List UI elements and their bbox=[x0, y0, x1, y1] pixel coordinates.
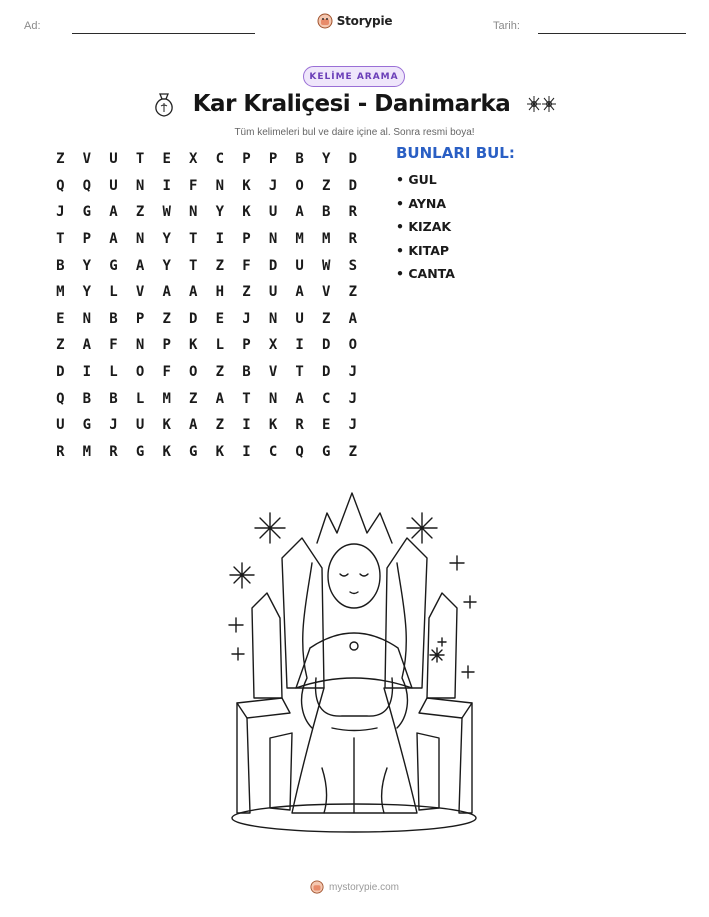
grid-cell[interactable]: D bbox=[56, 364, 65, 381]
grid-cell[interactable]: J bbox=[56, 204, 65, 221]
grid-cell[interactable]: K bbox=[162, 417, 171, 434]
grid-cell[interactable]: S bbox=[348, 257, 358, 274]
grid-cell[interactable]: Q bbox=[56, 390, 65, 407]
grid-cell[interactable]: A bbox=[189, 284, 198, 301]
grid-cell[interactable]: U bbox=[295, 257, 304, 274]
grid-cell[interactable]: B bbox=[109, 310, 118, 327]
grid-cell[interactable]: O bbox=[135, 364, 145, 381]
instructions: Tüm kelimeleri bul ve daire içine al. Sonra resmi boya! bbox=[234, 127, 475, 138]
grid-cell[interactable]: R bbox=[295, 417, 304, 434]
grid-cell[interactable]: U bbox=[56, 417, 65, 434]
grid-cell[interactable]: N bbox=[82, 310, 92, 327]
grid-cell[interactable]: D bbox=[322, 364, 331, 381]
grid-cell[interactable]: Z bbox=[56, 337, 65, 354]
grid-cell[interactable]: N bbox=[135, 337, 145, 354]
grid-cell[interactable]: T bbox=[135, 151, 145, 168]
grid-cell[interactable]: A bbox=[109, 231, 118, 248]
brand-name: Storypie bbox=[336, 14, 393, 28]
grid-cell[interactable]: R bbox=[56, 443, 65, 460]
grid-cell[interactable]: T bbox=[295, 364, 304, 381]
brand-logo bbox=[0, 13, 709, 29]
grid-cell[interactable]: P bbox=[242, 337, 251, 354]
grid-cell[interactable]: A bbox=[82, 337, 92, 354]
category-badge-label: KELİME ARAMA bbox=[309, 71, 399, 82]
grid-cell[interactable]: K bbox=[242, 204, 251, 221]
grid-cell[interactable]: K bbox=[268, 417, 278, 434]
grid-cell[interactable]: Z bbox=[322, 177, 331, 194]
grid-cell[interactable]: M bbox=[322, 231, 331, 248]
grid-cell[interactable]: H bbox=[215, 284, 225, 301]
storypie-mascot-icon bbox=[317, 13, 333, 29]
grid-cell[interactable]: U bbox=[268, 284, 278, 301]
grid-cell[interactable]: P bbox=[242, 231, 251, 248]
grid-cell[interactable]: F bbox=[189, 177, 198, 194]
grid-cell[interactable]: E bbox=[215, 310, 225, 327]
grid-cell[interactable]: F bbox=[242, 257, 251, 274]
grid-cell[interactable]: P bbox=[82, 231, 92, 248]
grid-cell[interactable]: Y bbox=[82, 257, 92, 274]
grid-cell[interactable]: I bbox=[215, 231, 225, 248]
grid-cell[interactable]: W bbox=[162, 204, 171, 221]
grid-cell[interactable]: Z bbox=[189, 390, 198, 407]
grid-cell[interactable]: G bbox=[135, 443, 145, 460]
grid-cell[interactable]: Z bbox=[242, 284, 251, 301]
page-title: Kar Kraliçesi - Danimarka bbox=[192, 91, 511, 117]
word-list-title: BUNLARI BUL: bbox=[396, 144, 515, 162]
grid-cell[interactable]: N bbox=[268, 310, 278, 327]
grid-cell[interactable]: P bbox=[268, 151, 278, 168]
grid-cell[interactable]: Q bbox=[295, 443, 304, 460]
grid-cell[interactable]: M bbox=[56, 284, 65, 301]
grid-cell[interactable]: A bbox=[135, 257, 145, 274]
grid-cell[interactable]: Q bbox=[82, 177, 92, 194]
grid-cell[interactable]: T bbox=[189, 231, 198, 248]
grid-cell[interactable]: N bbox=[268, 231, 278, 248]
grid-cell[interactable]: J bbox=[348, 390, 358, 407]
snowflake-cluster-icon bbox=[526, 92, 558, 116]
grid-cell[interactable]: U bbox=[109, 177, 118, 194]
grid-cell[interactable]: A bbox=[215, 390, 225, 407]
grid-cell[interactable]: C bbox=[215, 151, 225, 168]
grid-cell[interactable]: V bbox=[322, 284, 331, 301]
grid-cell[interactable]: I bbox=[295, 337, 304, 354]
grid-cell[interactable]: M bbox=[295, 231, 304, 248]
grid-cell[interactable]: U bbox=[109, 151, 118, 168]
grid-cell[interactable]: G bbox=[109, 257, 118, 274]
grid-cell[interactable]: Y bbox=[82, 284, 92, 301]
grid-cell[interactable]: E bbox=[56, 310, 65, 327]
grid-cell[interactable]: E bbox=[162, 151, 171, 168]
grid-cell[interactable]: K bbox=[162, 443, 171, 460]
grid-cell[interactable]: K bbox=[215, 443, 225, 460]
grid-cell[interactable]: Z bbox=[348, 284, 358, 301]
grid-cell[interactable]: D bbox=[322, 337, 331, 354]
name-line[interactable] bbox=[72, 33, 255, 34]
grid-cell[interactable]: F bbox=[162, 364, 171, 381]
grid-cell[interactable]: Z bbox=[215, 257, 225, 274]
grid-cell[interactable]: B bbox=[295, 151, 304, 168]
grid-cell[interactable]: T bbox=[242, 390, 251, 407]
grid-cell[interactable]: C bbox=[322, 390, 331, 407]
grid-cell[interactable]: C bbox=[268, 443, 278, 460]
grid-cell[interactable]: X bbox=[189, 151, 198, 168]
grid-cell[interactable]: J bbox=[109, 417, 118, 434]
grid-cell[interactable]: Z bbox=[348, 443, 358, 460]
grid-cell[interactable]: Z bbox=[56, 151, 65, 168]
grid-cell[interactable]: W bbox=[322, 257, 331, 274]
grid-cell[interactable]: L bbox=[135, 390, 145, 407]
grid-cell[interactable]: G bbox=[82, 417, 92, 434]
grid-cell[interactable]: K bbox=[189, 337, 198, 354]
snow-queen-illustration[interactable] bbox=[212, 488, 497, 848]
grid-cell[interactable]: I bbox=[242, 417, 251, 434]
footer-url: mystorypie.com bbox=[328, 881, 399, 893]
grid-cell[interactable]: O bbox=[295, 177, 304, 194]
grid-cell[interactable]: R bbox=[109, 443, 118, 460]
grid-cell[interactable]: R bbox=[348, 204, 358, 221]
grid-cell[interactable]: E bbox=[322, 417, 331, 434]
grid-cell[interactable]: A bbox=[348, 310, 358, 327]
date-line[interactable] bbox=[538, 33, 686, 34]
grid-cell[interactable]: D bbox=[348, 151, 358, 168]
grid-cell[interactable]: D bbox=[189, 310, 198, 327]
grid-cell[interactable]: N bbox=[135, 177, 145, 194]
grid-cell[interactable]: T bbox=[189, 257, 198, 274]
date-label: Tarih: bbox=[493, 20, 520, 32]
grid-cell[interactable]: M bbox=[82, 443, 92, 460]
grid-cell[interactable]: J bbox=[242, 310, 251, 327]
grid-cell[interactable]: Z bbox=[135, 204, 145, 221]
grid-cell[interactable]: L bbox=[109, 364, 118, 381]
grid-cell[interactable]: I bbox=[162, 177, 171, 194]
grid-cell[interactable]: B bbox=[82, 390, 92, 407]
word-list bbox=[396, 172, 455, 290]
grid-cell[interactable]: G bbox=[82, 204, 92, 221]
grid-cell[interactable]: L bbox=[215, 337, 225, 354]
grid-cell[interactable]: I bbox=[82, 364, 92, 381]
grid-cell[interactable]: F bbox=[109, 337, 118, 354]
grid-cell[interactable]: N bbox=[189, 204, 198, 221]
storypie-mascot-icon bbox=[310, 880, 324, 894]
grid-cell[interactable]: A bbox=[295, 390, 304, 407]
grid-cell[interactable]: P bbox=[242, 151, 251, 168]
money-bag-icon bbox=[151, 90, 177, 118]
grid-cell[interactable]: I bbox=[242, 443, 251, 460]
grid-cell[interactable]: N bbox=[135, 231, 145, 248]
grid-cell[interactable]: X bbox=[268, 337, 278, 354]
grid-cell[interactable]: A bbox=[295, 204, 304, 221]
footer bbox=[0, 880, 709, 894]
grid-cell[interactable]: J bbox=[348, 417, 358, 434]
category-badge bbox=[303, 66, 405, 87]
grid-cell[interactable]: O bbox=[189, 364, 198, 381]
grid-cell[interactable]: R bbox=[348, 231, 358, 248]
grid-cell[interactable]: O bbox=[348, 337, 358, 354]
grid-cell[interactable]: Y bbox=[162, 257, 171, 274]
word-item: • GUL bbox=[396, 172, 437, 187]
grid-cell[interactable]: Q bbox=[56, 177, 65, 194]
grid-cell[interactable]: Z bbox=[215, 364, 225, 381]
grid-cell[interactable]: P bbox=[162, 337, 171, 354]
grid-cell[interactable]: V bbox=[268, 364, 278, 381]
grid-cell[interactable]: A bbox=[109, 204, 118, 221]
word-search-grid[interactable] bbox=[47, 146, 366, 465]
grid-cell[interactable]: B bbox=[242, 364, 251, 381]
grid-cell[interactable]: U bbox=[135, 417, 145, 434]
grid-cell[interactable]: D bbox=[348, 177, 358, 194]
grid-cell[interactable]: Y bbox=[215, 204, 225, 221]
word-item: • KIZAK bbox=[396, 219, 452, 234]
grid-cell[interactable]: Y bbox=[162, 231, 171, 248]
grid-cell[interactable]: J bbox=[268, 177, 278, 194]
grid-cell[interactable]: U bbox=[268, 204, 278, 221]
grid-cell[interactable]: U bbox=[295, 310, 304, 327]
grid-cell[interactable]: B bbox=[56, 257, 65, 274]
grid-cell[interactable]: Y bbox=[322, 151, 331, 168]
grid-cell[interactable]: D bbox=[268, 257, 278, 274]
grid-cell[interactable]: Z bbox=[162, 310, 171, 327]
grid-cell[interactable]: M bbox=[162, 390, 171, 407]
grid-cell[interactable]: G bbox=[189, 443, 198, 460]
grid-cell[interactable]: K bbox=[242, 177, 251, 194]
word-item: • KITAP bbox=[396, 242, 450, 258]
grid-cell[interactable]: A bbox=[189, 417, 198, 434]
grid-cell[interactable]: Z bbox=[215, 417, 225, 434]
grid-cell[interactable]: T bbox=[56, 231, 65, 248]
grid-cell[interactable]: Z bbox=[322, 310, 331, 327]
grid-cell[interactable]: A bbox=[162, 284, 171, 301]
grid-cell[interactable]: N bbox=[268, 390, 278, 407]
grid-cell[interactable]: B bbox=[322, 204, 331, 221]
grid-cell[interactable]: G bbox=[322, 443, 331, 460]
grid-cell[interactable]: B bbox=[109, 390, 118, 407]
title-row bbox=[0, 90, 709, 118]
grid-cell[interactable]: V bbox=[82, 151, 92, 168]
grid-cell[interactable]: L bbox=[109, 284, 118, 301]
word-item: • CANTA bbox=[396, 266, 455, 281]
grid-cell[interactable]: P bbox=[135, 310, 145, 327]
grid-cell[interactable]: N bbox=[215, 177, 225, 194]
grid-cell[interactable]: J bbox=[348, 364, 358, 381]
grid-cell[interactable]: A bbox=[295, 284, 304, 301]
grid-cell[interactable]: V bbox=[135, 284, 145, 301]
word-item: • AYNA bbox=[396, 195, 447, 211]
name-label: Ad: bbox=[24, 20, 41, 32]
